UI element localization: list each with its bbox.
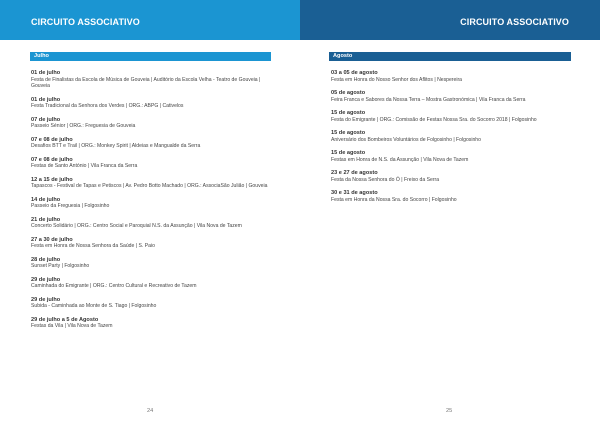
event-description: Festa da Nossa Senhora do Ó | Freixo da Serra (331, 176, 440, 183)
event-description: Festas de Santo António | Vila Franca da Serra (31, 163, 138, 169)
event-item (31, 297, 271, 310)
event-description: Festa de Finalistas da Escola de Música de Gouveia | Auditório da Escola Velha - Teatro de Gouveia | Gouveia (31, 76, 261, 89)
event-description: Concerto Solidário | ORG.: Centro Social e Paroquial N.S. da Assunção | Vila Nova de Tazem (31, 223, 242, 229)
event-date: 15 de agosto (331, 150, 366, 156)
right-header-title: CIRCUITO ASSOCIATIVO (460, 17, 569, 27)
month-bar-agosto (329, 52, 571, 61)
event-date: 15 de agosto (331, 130, 366, 136)
event-date: 07 de julho (31, 116, 61, 123)
event-item (31, 157, 271, 170)
event-date: 01 de julho (31, 70, 61, 76)
page-number: 25 (446, 408, 453, 414)
event-item (31, 137, 271, 150)
event-date: 03 a 05 de agosto (331, 70, 378, 76)
event-item (331, 130, 573, 143)
event-item (331, 150, 573, 163)
event-description: Feira Franca e Sabores da Nossa Terra – Mostra Gastronómica | Vila Franca da Serra (331, 96, 526, 103)
event-date: 28 de julho (31, 256, 61, 263)
right-page (300, 0, 600, 425)
event-date: 29 de julho (31, 296, 61, 303)
event-description: Aniversário dos Bombeiros Voluntários de Folgosinho | Folgosinho (331, 136, 481, 143)
event-date: 27 a 30 de julho (31, 236, 73, 243)
event-description: Tapascos - Festival de Tapas e Petiscos | Av. Pedro Botto Machado | ORG.: AssociaSão Julião | Gouveia (31, 183, 268, 189)
event-description: Passeio Sénior | ORG.: Freguesia de Gouveia (31, 123, 136, 129)
month-bar-julho (30, 52, 271, 61)
event-date: 12 a 15 de julho (31, 176, 73, 183)
event-description: Festa Tradicional da Senhora dos Verdes | ORG.: ABPG | Cativelos (31, 103, 184, 109)
right-page-header (300, 0, 600, 40)
event-description: Festa em Honra de Nossa Senhora da Saúde | S. Paio (31, 243, 155, 249)
event-description: Desafios BTT e Trail | ORG.: Monkey Spirit | Aldeias e Mangualde da Serra (31, 143, 201, 149)
event-item (31, 237, 271, 250)
event-description: Festa do Emigrante | ORG.: Comissão de Festas Nossa Sra. do Socorro 2018 | Folgosinho (331, 116, 537, 123)
event-date: 29 de julho (31, 276, 61, 283)
event-date: 14 de julho (31, 196, 61, 203)
page-number: 24 (147, 408, 154, 414)
event-item (31, 177, 271, 190)
event-description: Festa em Honra do Nosso Senhor dos Aflitos | Nespereira (331, 76, 462, 83)
event-description: Sunset Party | Folgosinho (31, 263, 90, 269)
event-date: 29 de julho a 5 de Agosto (31, 316, 99, 323)
event-description: Passeio da Freguesia | Folgosinho (31, 203, 110, 209)
event-item (31, 317, 271, 330)
event-description: Festa em Honra da Nossa Sra. do Socorro | Folgosinho (331, 196, 457, 203)
event-item (331, 70, 573, 83)
event-item (31, 257, 271, 270)
event-description: Caminhada do Emigrante | ORG.: Centro Cultural e Recreativo de Tazem (31, 283, 197, 289)
left-header-title: CIRCUITO ASSOCIATIVO (31, 17, 140, 27)
event-description: Festas em Honra de N.S. da Assunção | Vila Nova de Tazem (331, 156, 469, 163)
event-item (31, 197, 271, 210)
event-description: Subida - Caminhada ao Monte de S. Tiago | Folgosinho (31, 303, 157, 309)
event-date: 15 de agosto (331, 110, 366, 116)
event-item (31, 97, 271, 110)
event-item (331, 170, 573, 183)
month-label: Agosto (333, 53, 353, 59)
event-description: Festas da Vila | Vila Nova de Tazem (31, 323, 113, 329)
right-events-list (331, 70, 573, 210)
event-date: 05 de agosto (331, 90, 366, 96)
month-label: Julho (34, 53, 49, 59)
event-date: 30 e 31 de agosto (331, 190, 378, 196)
left-events-list (31, 70, 271, 337)
event-item (331, 190, 573, 203)
event-item (31, 217, 271, 230)
event-item (31, 117, 271, 130)
event-date: 01 de julho (31, 96, 61, 103)
event-item (331, 90, 573, 103)
event-date: 07 e 08 de julho (31, 156, 73, 163)
event-item (331, 110, 573, 123)
event-date: 07 e 08 de julho (31, 136, 73, 143)
event-date: 23 e 27 de agosto (331, 170, 378, 176)
event-item (31, 277, 271, 290)
event-date: 21 de julho (31, 216, 61, 223)
left-page-header (0, 0, 300, 40)
event-item (31, 70, 271, 90)
